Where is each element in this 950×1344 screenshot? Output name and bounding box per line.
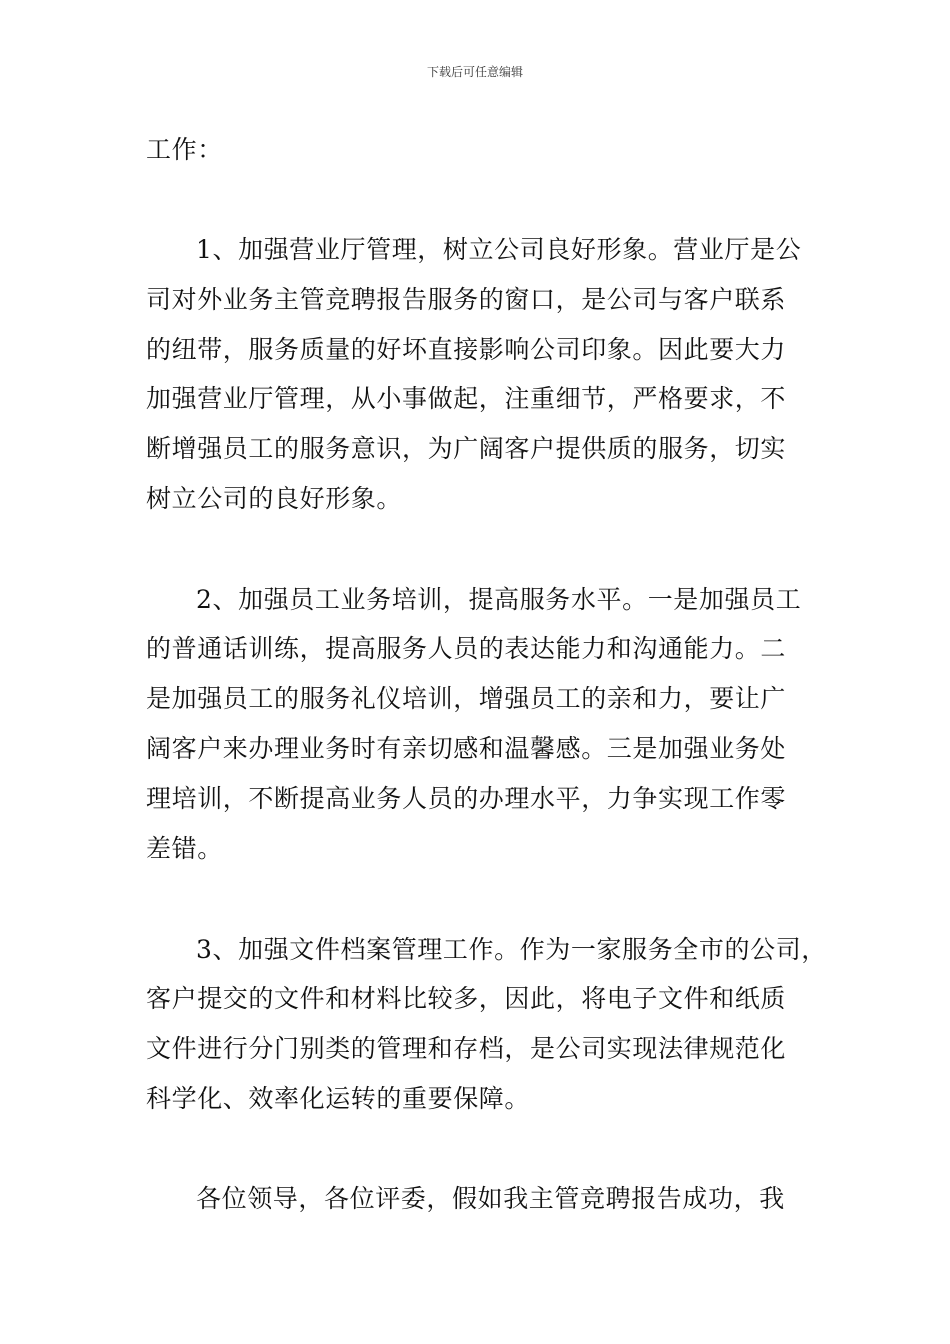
paragraph-4-line: 各位领导，各位评委，假如我主管竞聘报告成功，我 [196,1184,785,1213]
paragraph-2-line: 的普通话训练，提高服务人员的表达能力和沟通能力。二 [146,634,787,663]
paragraph-1-line: 1、加强营业厅管理，树立公司良好形象。营业厅是公 [196,235,802,264]
paragraph-3-line: 文件进行分门别类的管理和存档，是公司实现法律规范化 [146,1034,787,1063]
page-header-note: 下载后可任意编辑 [426,65,523,79]
paragraph-1-line: 加强营业厅管理，从小事做起，注重细节，严格要求，不 [146,384,787,413]
body-line: 工作： [146,135,223,164]
paragraph-2-line: 理培训，不断提高业务人员的办理水平，力争实现工作零 [146,784,787,813]
paragraph-2-line: 差错。 [146,834,223,863]
paragraph-3-line: 客户提交的文件和材料比较多，因此，将电子文件和纸质 [146,984,787,1013]
paragraph-2-line: 阔客户来办理业务时有亲切感和温馨感。三是加强业务处 [146,734,787,763]
paragraph-3-line: 3、加强文件档案管理工作。作为一家服务全市的公司， [196,935,827,964]
paragraph-3-line: 科学化、效率化运转的重要保障。 [146,1084,531,1113]
paragraph-1-line: 的纽带，服务质量的好坏直接影响公司印象。因此要大力 [146,335,787,364]
paragraph-2-line: 是加强员工的服务礼仪培训，增强员工的亲和力，要让广 [146,684,787,713]
paragraph-1-line: 树立公司的良好形象。 [146,484,403,513]
paragraph-2-line: 2、加强员工业务培训，提高服务水平。一是加强员工 [196,585,802,614]
paragraph-1-line: 断增强员工的服务意识，为广阔客户提供质的服务，切实 [146,434,787,463]
paragraph-1-line: 司对外业务主管竞聘报告服务的窗口，是公司与客户联系 [146,285,787,314]
